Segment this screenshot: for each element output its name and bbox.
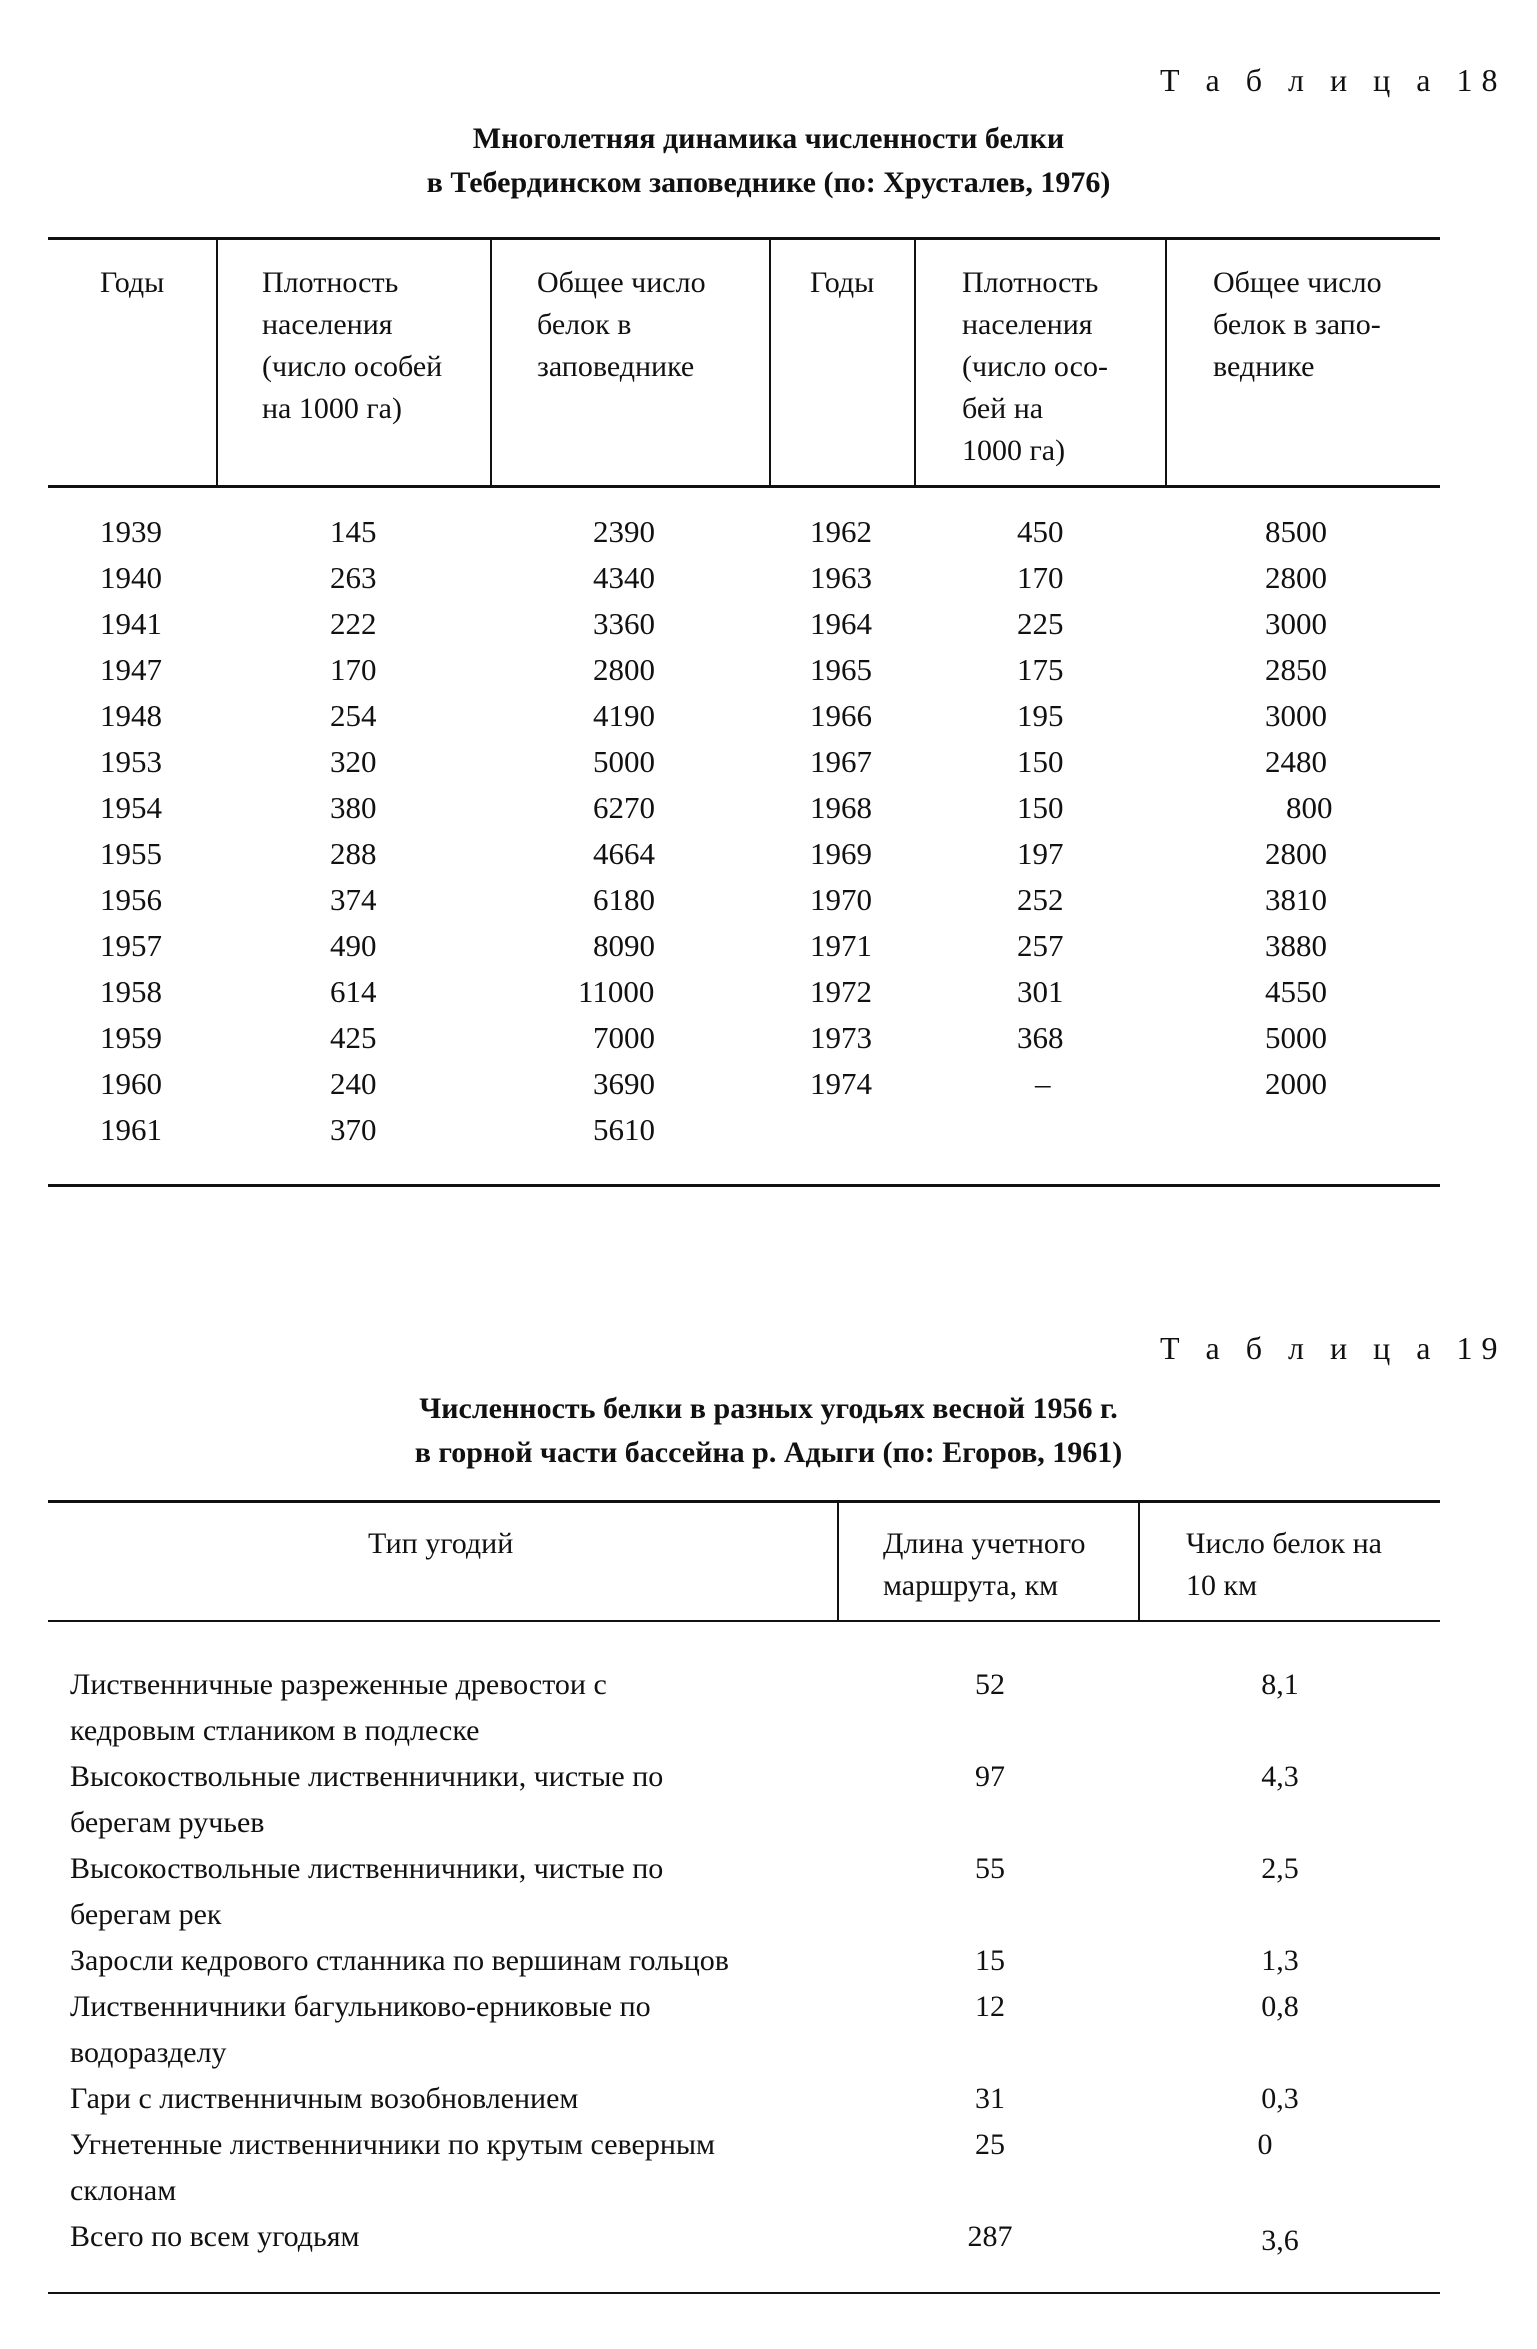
table18-header-years2: Годы xyxy=(810,266,875,299)
cell-density: 425 xyxy=(330,1020,377,1055)
header-line: бей на xyxy=(962,392,1044,425)
cell-density: 257 xyxy=(1017,928,1064,963)
cell-year: 1956 xyxy=(100,882,162,917)
cell-count: 4,3 xyxy=(1261,1760,1299,1793)
cell-line: Угнетенные лиственничники по крутым северным xyxy=(70,2128,716,2161)
cell-count: 0,3 xyxy=(1261,2082,1299,2115)
cell-density: 374 xyxy=(330,882,377,917)
header-line: белок в xyxy=(537,308,632,341)
cell-total: 2480 xyxy=(1265,744,1327,779)
header-line: 10 км xyxy=(1186,1569,1258,1602)
cell-total: 5610 xyxy=(593,1112,655,1147)
cell-length: 12 xyxy=(975,1990,1005,2023)
cell-total: 4190 xyxy=(593,698,655,733)
cell-density: 170 xyxy=(1017,560,1064,595)
table19-label: Т а б л и ц а 19 xyxy=(1160,1330,1507,1366)
header-line: (число особей xyxy=(262,350,443,383)
cell-year: 1940 xyxy=(100,560,162,595)
table-row xyxy=(0,790,1537,836)
header-line: Длина учетного xyxy=(883,1527,1086,1560)
cell-type xyxy=(70,2076,840,2122)
table-row xyxy=(0,652,1537,698)
header-line: маршрута, км xyxy=(883,1569,1059,1602)
cell-type xyxy=(70,1984,840,2076)
cell-total: 3810 xyxy=(1265,882,1327,917)
cell-total: 8500 xyxy=(1265,514,1327,549)
header-line: 1000 га) xyxy=(962,434,1066,467)
cell-type xyxy=(70,2122,840,2214)
cell-density: 263 xyxy=(330,560,377,595)
cell-density: 450 xyxy=(1017,514,1064,549)
cell-year: 1957 xyxy=(100,928,162,963)
table-row xyxy=(0,974,1537,1020)
table18-title-line1: Многолетняя динамика численности белки xyxy=(472,122,1065,155)
cell-total: 4550 xyxy=(1265,974,1327,1009)
cell-year: 1964 xyxy=(810,606,872,641)
table18-header-years: Годы xyxy=(100,266,165,299)
cell-length: 55 xyxy=(975,1852,1005,1885)
cell-density: 150 xyxy=(1017,790,1064,825)
header-line: Плотность xyxy=(262,266,399,299)
cell-length: 52 xyxy=(975,1668,1005,1701)
cell-line: Всего по всем угодьям xyxy=(70,2220,360,2253)
cell-density: 170 xyxy=(330,652,377,687)
cell-year: 1970 xyxy=(810,882,872,917)
table18-divider xyxy=(769,239,771,486)
table-row xyxy=(0,606,1537,652)
cell-total: 3000 xyxy=(1265,606,1327,641)
header-line: Плотность xyxy=(962,266,1099,299)
cell-density: 195 xyxy=(1017,698,1064,733)
cell-line: Высокоствольные лиственничники, чистые по xyxy=(70,1852,664,1885)
cell-total: 2800 xyxy=(1265,836,1327,871)
cell-length: 31 xyxy=(975,2082,1005,2115)
cell-year: 1974 xyxy=(810,1066,872,1101)
header-line: веднике xyxy=(1213,350,1315,383)
header-line: заповеднике xyxy=(537,350,695,383)
table-row xyxy=(0,744,1537,790)
table18-bottom-rule xyxy=(48,1184,1440,1187)
cell-length: 15 xyxy=(975,1944,1005,1977)
header-line: (число осо- xyxy=(962,350,1108,383)
table19-title-line2: в горной части бассейна р. Адыги (по: Егоров, 1961) xyxy=(414,1436,1123,1469)
table19-header-count xyxy=(1186,1523,1382,1607)
cell-count: 1,3 xyxy=(1261,1944,1299,1977)
cell-length: 97 xyxy=(975,1760,1005,1793)
table18-header-total2 xyxy=(1213,262,1382,388)
cell-line: склонам xyxy=(70,2174,177,2207)
cell-total: 2390 xyxy=(593,514,655,549)
cell-total: 2800 xyxy=(1265,560,1327,595)
table-row xyxy=(0,928,1537,974)
cell-total: 7000 xyxy=(593,1020,655,1055)
cell-total: 2850 xyxy=(1265,652,1327,687)
cell-count: 0,8 xyxy=(1261,1990,1299,2023)
cell-line: Высокоствольные лиственничники, чистые по xyxy=(70,1760,664,1793)
cell-length: 287 xyxy=(967,2220,1013,2253)
table18-label: Т а б л и ц а 18 xyxy=(1160,62,1507,98)
cell-year: 1941 xyxy=(100,606,162,641)
cell-total: 4664 xyxy=(593,836,655,871)
cell-type xyxy=(70,1754,840,1846)
cell-year: 1971 xyxy=(810,928,872,963)
cell-year: 1973 xyxy=(810,1020,872,1055)
cell-year: 1958 xyxy=(100,974,162,1009)
cell-density: 197 xyxy=(1017,836,1064,871)
cell-year: 1963 xyxy=(810,560,872,595)
cell-line: водоразделу xyxy=(70,2036,227,2069)
table18-divider xyxy=(216,239,218,486)
cell-year: 1972 xyxy=(810,974,872,1009)
cell-type xyxy=(70,1938,840,1984)
table18-divider xyxy=(490,239,492,486)
cell-density: – xyxy=(1035,1066,1051,1101)
cell-density: 252 xyxy=(1017,882,1064,917)
cell-type xyxy=(70,2214,840,2260)
cell-total: 3690 xyxy=(593,1066,655,1101)
cell-year: 1953 xyxy=(100,744,162,779)
table19-bottom-rule xyxy=(48,2292,1440,2294)
cell-year: 1965 xyxy=(810,652,872,687)
table19-header-rule xyxy=(48,1620,1440,1622)
cell-total: 3360 xyxy=(593,606,655,641)
table-row xyxy=(0,560,1537,606)
header-line: Число белок на xyxy=(1186,1527,1382,1560)
cell-density: 301 xyxy=(1017,974,1064,1009)
cell-total: 6180 xyxy=(593,882,655,917)
table18-divider xyxy=(914,239,916,486)
table-row xyxy=(0,514,1537,560)
cell-density: 320 xyxy=(330,744,377,779)
table-row xyxy=(0,836,1537,882)
table18-header-rule xyxy=(48,485,1440,488)
cell-line: Гари с лиственничным возобновлением xyxy=(70,2082,579,2115)
cell-density: 254 xyxy=(330,698,377,733)
cell-line: кедровым стлаником в подлеске xyxy=(70,1714,480,1747)
cell-year: 1959 xyxy=(100,1020,162,1055)
table18-header-density xyxy=(262,262,442,430)
cell-density: 614 xyxy=(330,974,377,1009)
table-row xyxy=(0,1112,1537,1158)
table-row xyxy=(0,1066,1537,1112)
cell-line: Заросли кедрового стланника по вершинам гольцов xyxy=(70,1944,729,1977)
cell-density: 370 xyxy=(330,1112,377,1147)
cell-density: 225 xyxy=(1017,606,1064,641)
cell-total: 5000 xyxy=(1265,1020,1327,1055)
cell-type xyxy=(70,1662,840,1754)
header-line: населения xyxy=(962,308,1093,341)
header-line: белок в запо- xyxy=(1213,308,1381,341)
cell-count: 8,1 xyxy=(1261,1668,1299,1701)
cell-length: 25 xyxy=(975,2128,1005,2161)
cell-total: 800 xyxy=(1286,790,1333,825)
table19-divider xyxy=(1138,1502,1140,1620)
cell-year: 1954 xyxy=(100,790,162,825)
table-row xyxy=(0,882,1537,928)
cell-type xyxy=(70,1846,840,1938)
cell-density: 240 xyxy=(330,1066,377,1101)
header-line: на 1000 га) xyxy=(262,392,402,425)
cell-total: 2000 xyxy=(1265,1066,1327,1101)
cell-total: 3000 xyxy=(1265,698,1327,733)
cell-count: 3,6 xyxy=(1261,2224,1299,2257)
table-row xyxy=(0,1020,1537,1066)
cell-year: 1968 xyxy=(810,790,872,825)
cell-total: 3880 xyxy=(1265,928,1327,963)
table19-divider xyxy=(837,1502,839,1620)
cell-density: 490 xyxy=(330,928,377,963)
table18-divider xyxy=(1165,239,1167,486)
cell-line: Лиственничники багульниково-ерниковые по xyxy=(70,1990,651,2023)
cell-density: 222 xyxy=(330,606,377,641)
cell-year: 1955 xyxy=(100,836,162,871)
cell-total: 5000 xyxy=(593,744,655,779)
cell-line: берегам рек xyxy=(70,1898,222,1931)
table19-header-type: Тип угодий xyxy=(368,1527,514,1560)
cell-density: 145 xyxy=(330,514,377,549)
table19-header-length xyxy=(883,1523,1086,1607)
table18-top-rule xyxy=(48,237,1440,240)
cell-year: 1969 xyxy=(810,836,872,871)
table19-top-rule xyxy=(48,1500,1440,1503)
cell-line: Лиственничные разреженные древостои с xyxy=(70,1668,607,1701)
cell-total: 4340 xyxy=(593,560,655,595)
cell-density: 175 xyxy=(1017,652,1064,687)
cell-total: 8090 xyxy=(593,928,655,963)
header-line: Общее число xyxy=(1213,266,1382,299)
cell-total: 11000 xyxy=(578,974,655,1009)
cell-year: 1960 xyxy=(100,1066,162,1101)
cell-density: 150 xyxy=(1017,744,1064,779)
cell-year: 1966 xyxy=(810,698,872,733)
cell-year: 1967 xyxy=(810,744,872,779)
cell-line: берегам ручьев xyxy=(70,1806,265,1839)
header-line: Общее число xyxy=(537,266,706,299)
cell-density: 368 xyxy=(1017,1020,1064,1055)
cell-count: 2,5 xyxy=(1261,1852,1299,1885)
table18-header-density2 xyxy=(962,262,1108,472)
cell-year: 1939 xyxy=(100,514,162,549)
cell-density: 288 xyxy=(330,836,377,871)
table18-title-line2: в Тебердинском заповеднике (по: Хрусталев, 1976) xyxy=(426,166,1111,199)
cell-year: 1961 xyxy=(100,1112,162,1147)
cell-year: 1962 xyxy=(810,514,872,549)
cell-total: 2800 xyxy=(593,652,655,687)
cell-count: 0 xyxy=(1257,2128,1273,2161)
cell-year: 1948 xyxy=(100,698,162,733)
cell-density: 380 xyxy=(330,790,377,825)
header-line: населения xyxy=(262,308,393,341)
table18-header-total xyxy=(537,262,706,388)
cell-year: 1947 xyxy=(100,652,162,687)
cell-total: 6270 xyxy=(593,790,655,825)
table-row xyxy=(0,698,1537,744)
table19-title-line1: Численность белки в разных угодьях весной 1956 г. xyxy=(419,1392,1118,1425)
